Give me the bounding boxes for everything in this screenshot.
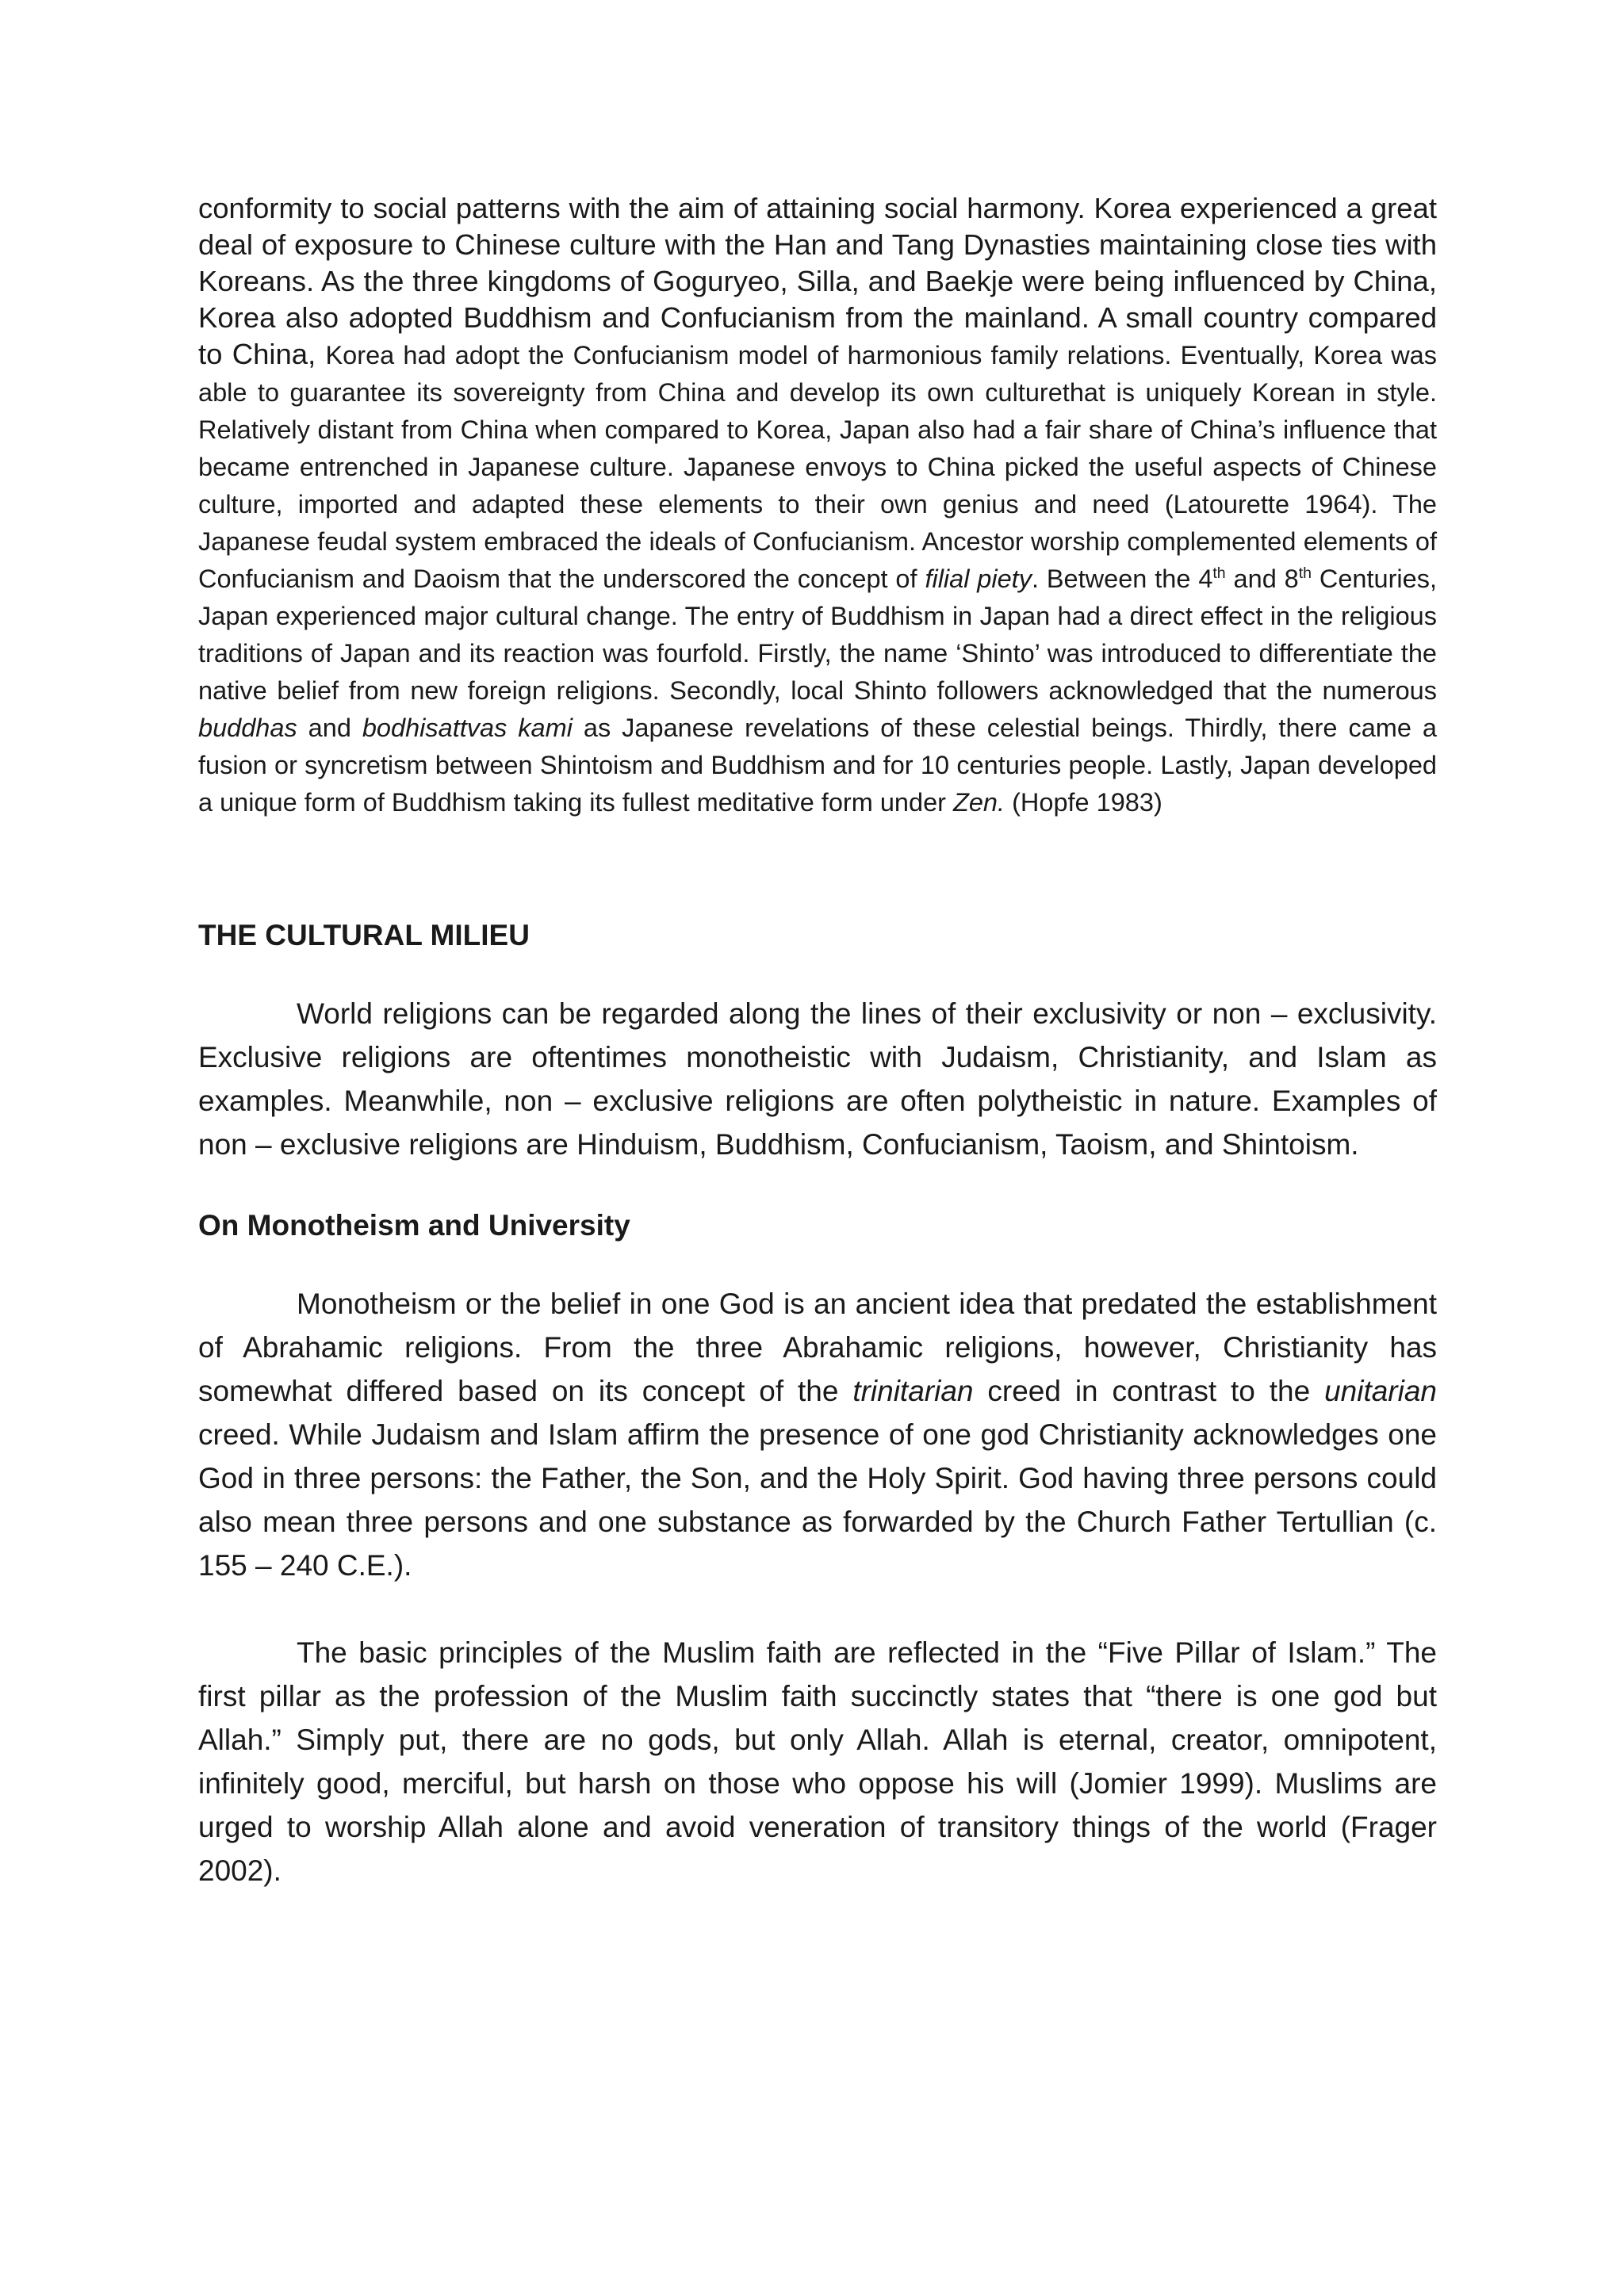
islam-paragraph: The basic principles of the Muslim faith are reflected in the “Five Pillar of Islam.” The first pillar as the profession of the Muslim faith succinctly states that “there is one god but Allah.” Simply put, there are no gods, but only Allah. Allah is eternal, creator, omnipotent, infinitely good, merciful, but harsh on those who oppose his will (Jomier 1999). Muslims are urged to worship Allah alone and avoid veneration of transitory things of the world (Frager 2002). bbox=[198, 1636, 1437, 1887]
page-body bbox=[198, 190, 1437, 1892]
heading-monotheism: On Monotheism and University bbox=[198, 1209, 630, 1242]
intro-small-text-e: and bbox=[297, 714, 362, 742]
mono-text-a: Monotheism or the belief in one God is an ancient idea that predated the establishment of Abrahamic religions. From the three Abrahamic religions, however, Christianity has somewhat differed based on its concept of the bbox=[198, 1288, 1437, 1407]
intro-small-text-b: . Between the 4 bbox=[1031, 564, 1213, 593]
italic-zen: Zen. bbox=[953, 788, 1005, 817]
mono-text-b: creed in contrast to the bbox=[973, 1375, 1325, 1407]
intro-small-text-c: and 8 bbox=[1225, 564, 1299, 593]
intro-large-text: conformity to social patterns with the aim of attaining social harmony. Korea experienced a great deal of exposure to Chinese culture with the Han and Tang Dynasties maintaining close ties with Koreans. As the three kingdoms of Goguryeo, Silla, and Baekje were being influenced by China, Korea also adopted Buddhism and Confucianism from the mainland. A small country compared to China, bbox=[198, 192, 1437, 370]
italic-bodhisattvas-kami: bodhisattvas kami bbox=[362, 714, 573, 742]
heading-cultural-milieu: THE CULTURAL MILIEU bbox=[198, 919, 530, 951]
italic-filial-piety: filial piety bbox=[925, 564, 1032, 593]
italic-trinitarian: trinitarian bbox=[852, 1375, 974, 1407]
milieu-paragraph: World religions can be regarded along the lines of their exclusivity or non – exclusivity. Exclusive religions are oftentimes monotheistic with Judaism, Christianity, and Islam as examples. Meanwhile, non – exclusive religions are often polytheistic in nature. Examples of non – exclusive religions are Hinduism, Buddhism, Confucianism, Taoism, and Shintoism. bbox=[198, 997, 1437, 1161]
intro-small-text-g: (Hopfe 1983) bbox=[1005, 788, 1162, 817]
superscript-th: th bbox=[1298, 564, 1312, 583]
superscript-th: th bbox=[1212, 564, 1226, 583]
intro-small-text-f: as Japanese revelations of these celestial beings. Thirdly, there came a fusion or syncretism between Shintoism and Buddhism and for 10 centuries people. Lastly, Japan developed a unique form of Buddhism taking its fullest meditative form under bbox=[198, 714, 1437, 817]
italic-unitarian: unitarian bbox=[1324, 1375, 1438, 1407]
italic-buddhas: buddhas bbox=[198, 714, 297, 742]
intro-paragraph bbox=[198, 190, 1437, 821]
monotheism-paragraph bbox=[198, 1282, 1437, 1587]
intro-small-text-d: Centuries, Japan experienced major cultural change. The entry of Buddhism in Japan had a direct effect in the religious traditions of Japan and its reaction was fourfold. Firstly, the name ‘Shinto’ was introduced to differentiate the native belief from new foreign religions. Secondly, local Shinto followers acknowledged that the numerous bbox=[198, 564, 1438, 705]
intro-small-text-a: Korea had adopt the Confucianism model of harmonious family relations. Eventually, Korea was able to guarantee its sovereignty from China and develop its own culturethat is uniquely Korean in style. Relatively distant from China when compared to Korea, Japan also had a fair share of China’s influence that became entrenched in Japanese culture. Japanese envoys to China picked the useful aspects of Chinese culture, imported and adapted these elements to their own genius and need (Latourette 1964). The Japanese feudal system embraced the ideals of Confucianism. Ancestor worship complemented elements of Confucianism and Daoism that the underscored the concept of bbox=[198, 341, 1438, 593]
mono-text-c: creed. While Judaism and Islam affirm the presence of one god Christianity acknowledges one God in three persons: the Father, the Son, and the Holy Spirit. God having three persons could also mean three persons and one substance as forwarded by the Church Father Tertullian (c. 155 – 240 C.E.). bbox=[198, 1418, 1437, 1582]
